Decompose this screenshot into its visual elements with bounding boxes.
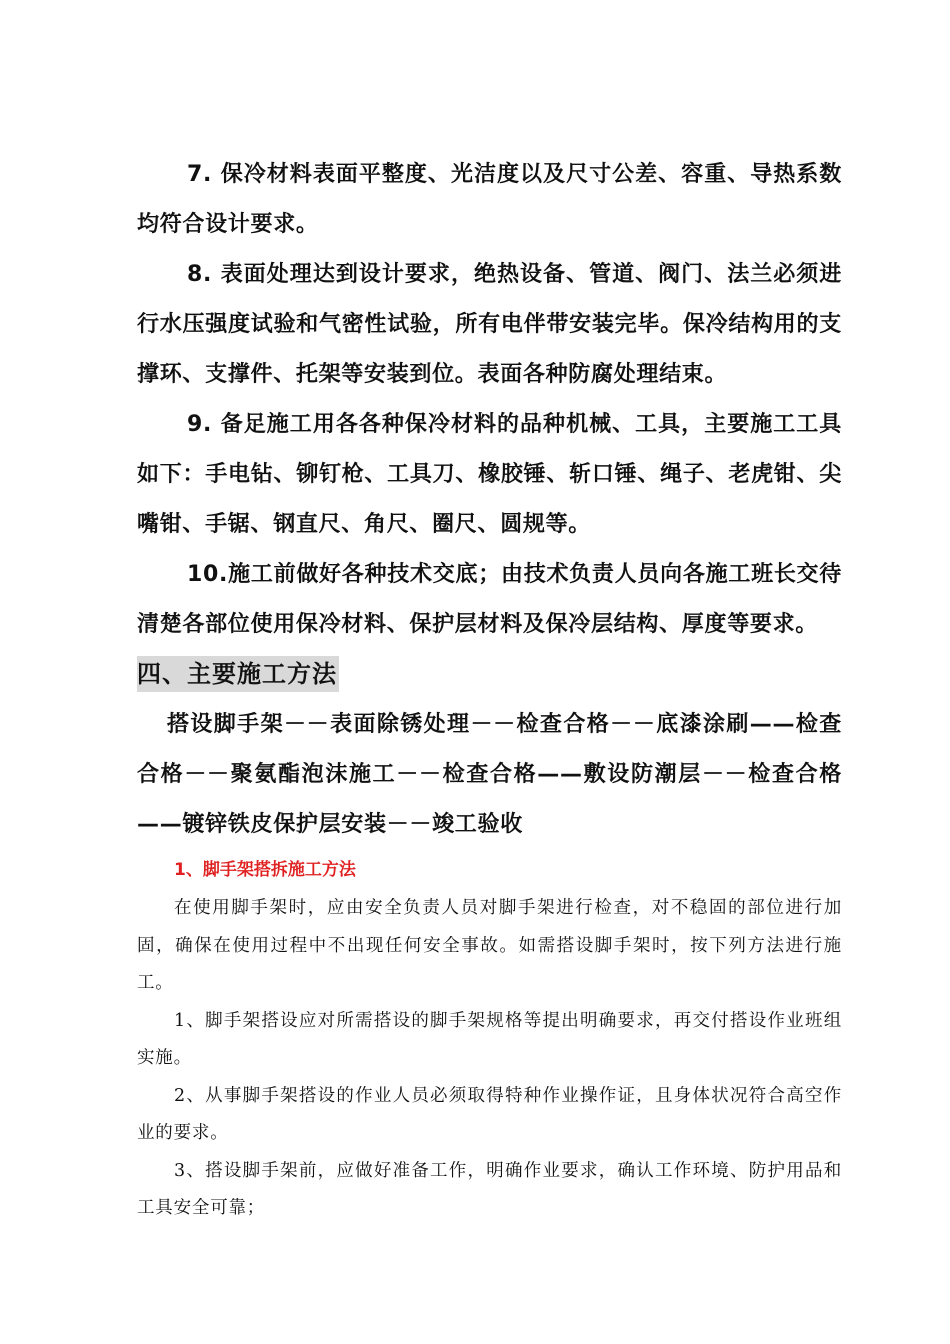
- paragraph-item-10: 10.施工前做好各种技术交底；由技术负责人员向各施工班长交待清楚各部位使用保冷材料、保护层材料及保冷层结构、厚度等要求。: [137, 562, 842, 637]
- paragraph-item-8: 8. 表面处理达到设计要求，绝热设备、管道、阀门、法兰必须进行水压强度试验和气密性试验，所有电伴带安装完毕。保冷结构用的支撑环、支撑件、托架等安装到位。表面各种防腐处理结束。: [137, 262, 842, 387]
- document-page: [137, 150, 842, 1228]
- scaffold-intro-paragraph: 在使用脚手架时，应由安全负责人员对脚手架进行检查，对不稳固的部位进行加固，确保在使用过程中不出现任何安全事故。如需搭设脚手架时，按下列方法进行施工。: [137, 898, 842, 993]
- section-heading: 四、主要施工方法: [137, 656, 339, 692]
- scaffold-rule-3: 3、搭设脚手架前，应做好准备工作，明确作业要求，确认工作环境、防护用品和工具安全可靠；: [137, 1160, 842, 1218]
- scaffold-rule-1: 1、脚手架搭设应对所需搭设的脚手架规格等提出明确要求，再交付搭设作业班组实施。: [137, 1010, 842, 1068]
- subsection-heading: 1、脚手架搭拆施工方法: [174, 860, 356, 880]
- scaffold-rule-2: 2、从事脚手架搭设的作业人员必须取得特种作业操作证，且身体状况符合高空作业的要求。: [137, 1085, 842, 1143]
- process-flow: 搭设脚手架－－表面除锈处理－－检查合格－－底漆涂刷——检查合格－－聚氨酯泡沫施工－－检查合格——敷设防潮层－－检查合格——镀锌铁皮保护层安装－－竣工验收: [137, 712, 842, 837]
- paragraph-item-7: 7. 保冷材料表面平整度、光洁度以及尺寸公差、容重、导热系数均符合设计要求。: [137, 162, 842, 237]
- paragraph-item-9: 9. 备足施工用各各种保冷材料的品种机械、工具，主要施工工具如下：手电钻、铆钉枪、工具刀、橡胶锤、斩口锤、绳子、老虎钳、尖嘴钳、手锯、钢直尺、角尺、圈尺、圆规等。: [137, 412, 842, 537]
